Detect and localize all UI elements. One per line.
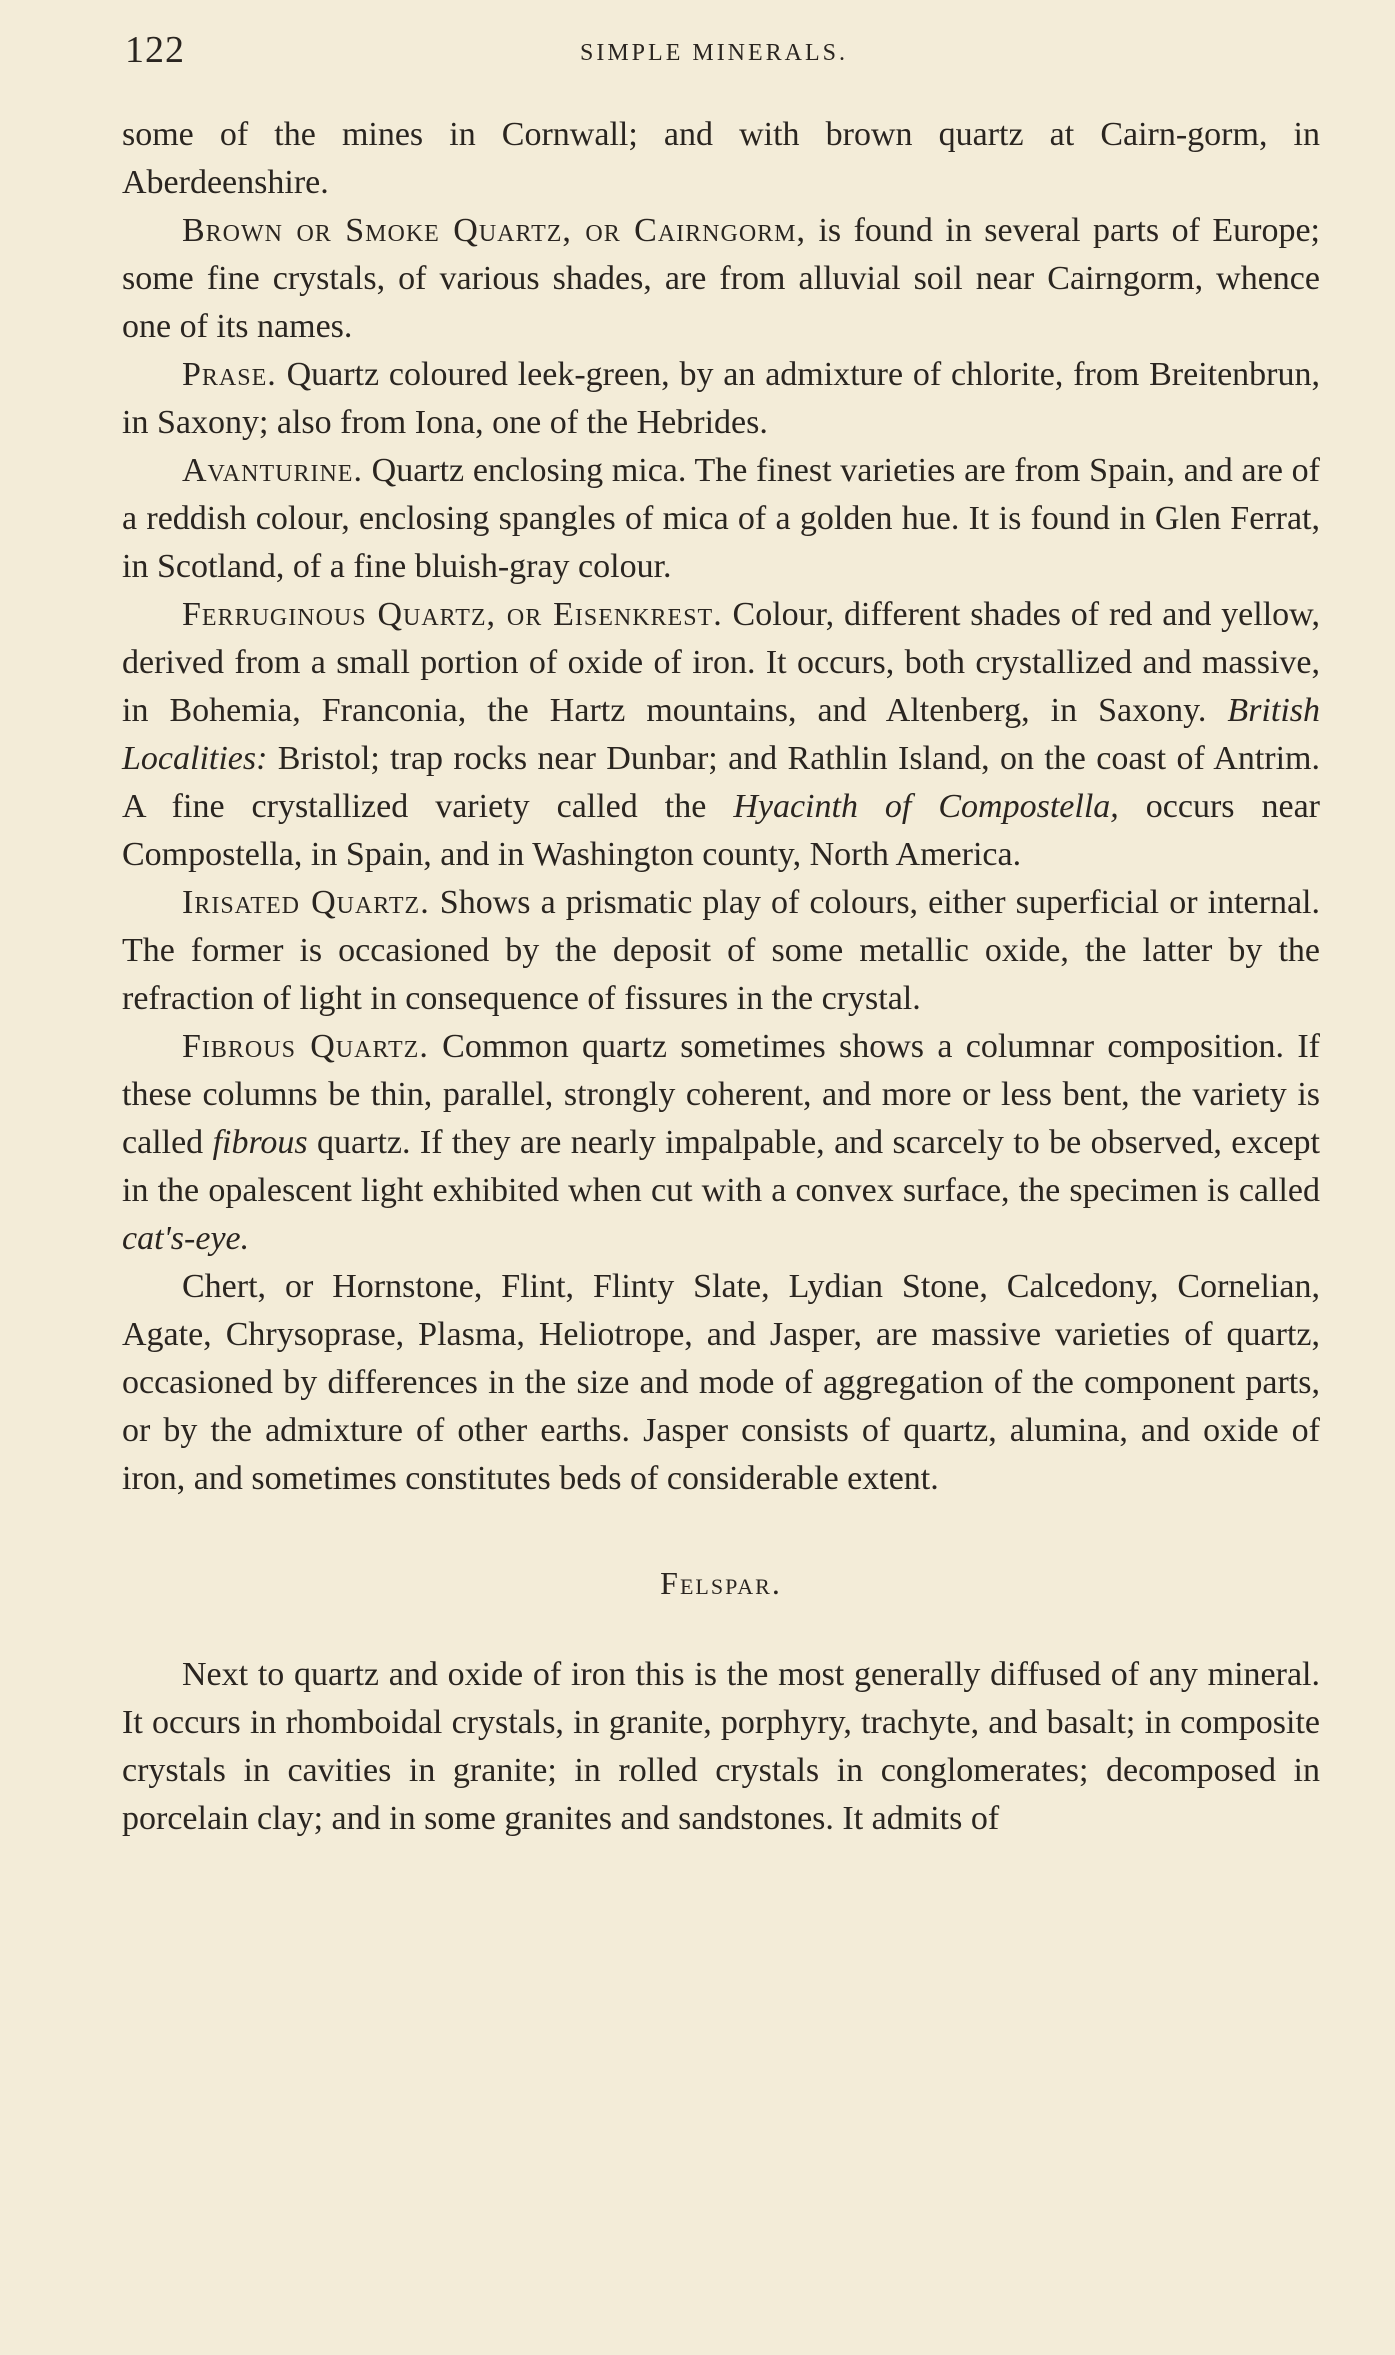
paragraph-irisated-quartz (122, 879, 1320, 1023)
term-brown-quartz: Brown or Smoke Quartz, or Cairngorm, (182, 212, 807, 249)
paragraph-text: quartz. If they are nearly impalpable, and scarcely to be observed, except in the opalescent light exhibited when cut with a convex surface, the specimen is called (122, 1124, 1320, 1209)
body-text (122, 111, 1320, 1843)
section-heading-felspar: Felspar. (660, 1565, 782, 1601)
term-avanturine: Avanturine. (182, 452, 363, 489)
page-header (125, 28, 1320, 78)
paragraph-text: Shows a prismatic play of colours, either superficial or internal. The former is occasioned by the deposit of some metallic oxide, the latter by the refraction of light in consequence of fissures in the crystal. (122, 884, 1320, 1017)
paragraph-continuation (122, 111, 1320, 207)
paragraph-prase (122, 351, 1320, 447)
paragraph-chert (122, 1263, 1320, 1503)
italic-hyacinth: Hyacinth of Compostella, (733, 788, 1119, 825)
paragraph-ferruginous-quartz (122, 591, 1320, 879)
term-prase: Prase. (182, 356, 277, 393)
paragraph-brown-quartz (122, 207, 1320, 351)
paragraph-text: Quartz coloured leek-green, by an admixture of chlorite, from Breitenbrun, in Saxony; also from Iona, one of the Hebrides. (122, 356, 1320, 441)
italic-fibrous: fibrous (212, 1124, 308, 1161)
paragraph-text: occurs near Compostella, in Spain, and in Washington county, North America. (122, 788, 1321, 873)
paragraph-text: Next to quartz and oxide of iron this is the most generally diffused of any mineral. It occurs in rhomboidal crystals, in granite, porphyry, trachyte, and basalt; in composite crystals in cavities in granite; in rolled crystals in conglomerates; decomposed in porcelain clay; and in some granites and sandstones. It admits of (122, 1656, 1320, 1837)
running-head: SIMPLE MINERALS. (580, 40, 849, 66)
page-number: 122 (125, 29, 185, 71)
paragraph-text: Chert, or Hornstone, Flint, Flinty Slate, Lydian Stone, Calcedony, Cornelian, Agate, Chrysoprase, Plasma, Heliotrope, and Jasper, are massive varieties of quartz, occasioned by differences in the size and mode of aggregation of the component parts, or by the admixture of other earths. Jasper consists of quartz, alumina, and oxide of iron, and sometimes constitutes beds of considerable extent. (122, 1268, 1320, 1497)
term-fibrous-quartz: Fibrous Quartz. (182, 1028, 429, 1065)
paragraph-fibrous-quartz (122, 1023, 1320, 1263)
paragraph-avanturine (122, 447, 1320, 591)
paragraph-text: is found in several parts of Europe; some fine crystals, of various shades, are from alluvial soil near Cairngorm, whence one of its names. (122, 212, 1320, 345)
paragraph-text: some of the mines in Cornwall; and with brown quartz at Cairn-gorm, in Aberdeenshire. (122, 116, 1320, 201)
italic-british-localities: British Localities: (122, 692, 1320, 777)
paragraph-text: Bristol; trap rocks near Dunbar; and Rathlin Island, on the coast of Antrim. A fine crystallized variety called the (122, 740, 1320, 825)
italic-cats-eye: cat's-eye. (122, 1220, 250, 1257)
paragraph-text: Common quartz sometimes shows a columnar composition. If these columns be thin, parallel, strongly coherent, and more or less bent, the variety is called (122, 1028, 1320, 1161)
paragraph-text: Colour, different shades of red and yellow, derived from a small portion of oxide of iron. It occurs, both crystallized and massive, in Bohemia, Franconia, the Hartz mountains, and Altenberg, in Saxony. (122, 596, 1320, 729)
paragraph-text: Quartz enclosing mica. The finest varieties are from Spain, and are of a reddish colour, enclosing spangles of mica of a golden hue. It is found in Glen Ferrat, in Scotland, of a fine bluish-gray colour. (122, 452, 1320, 585)
term-irisated-quartz: Irisated Quartz. (182, 884, 430, 921)
term-ferruginous-quartz: Ferruginous Quartz, or Eisenkrest. (182, 596, 723, 633)
paragraph-felspar (122, 1651, 1320, 1843)
